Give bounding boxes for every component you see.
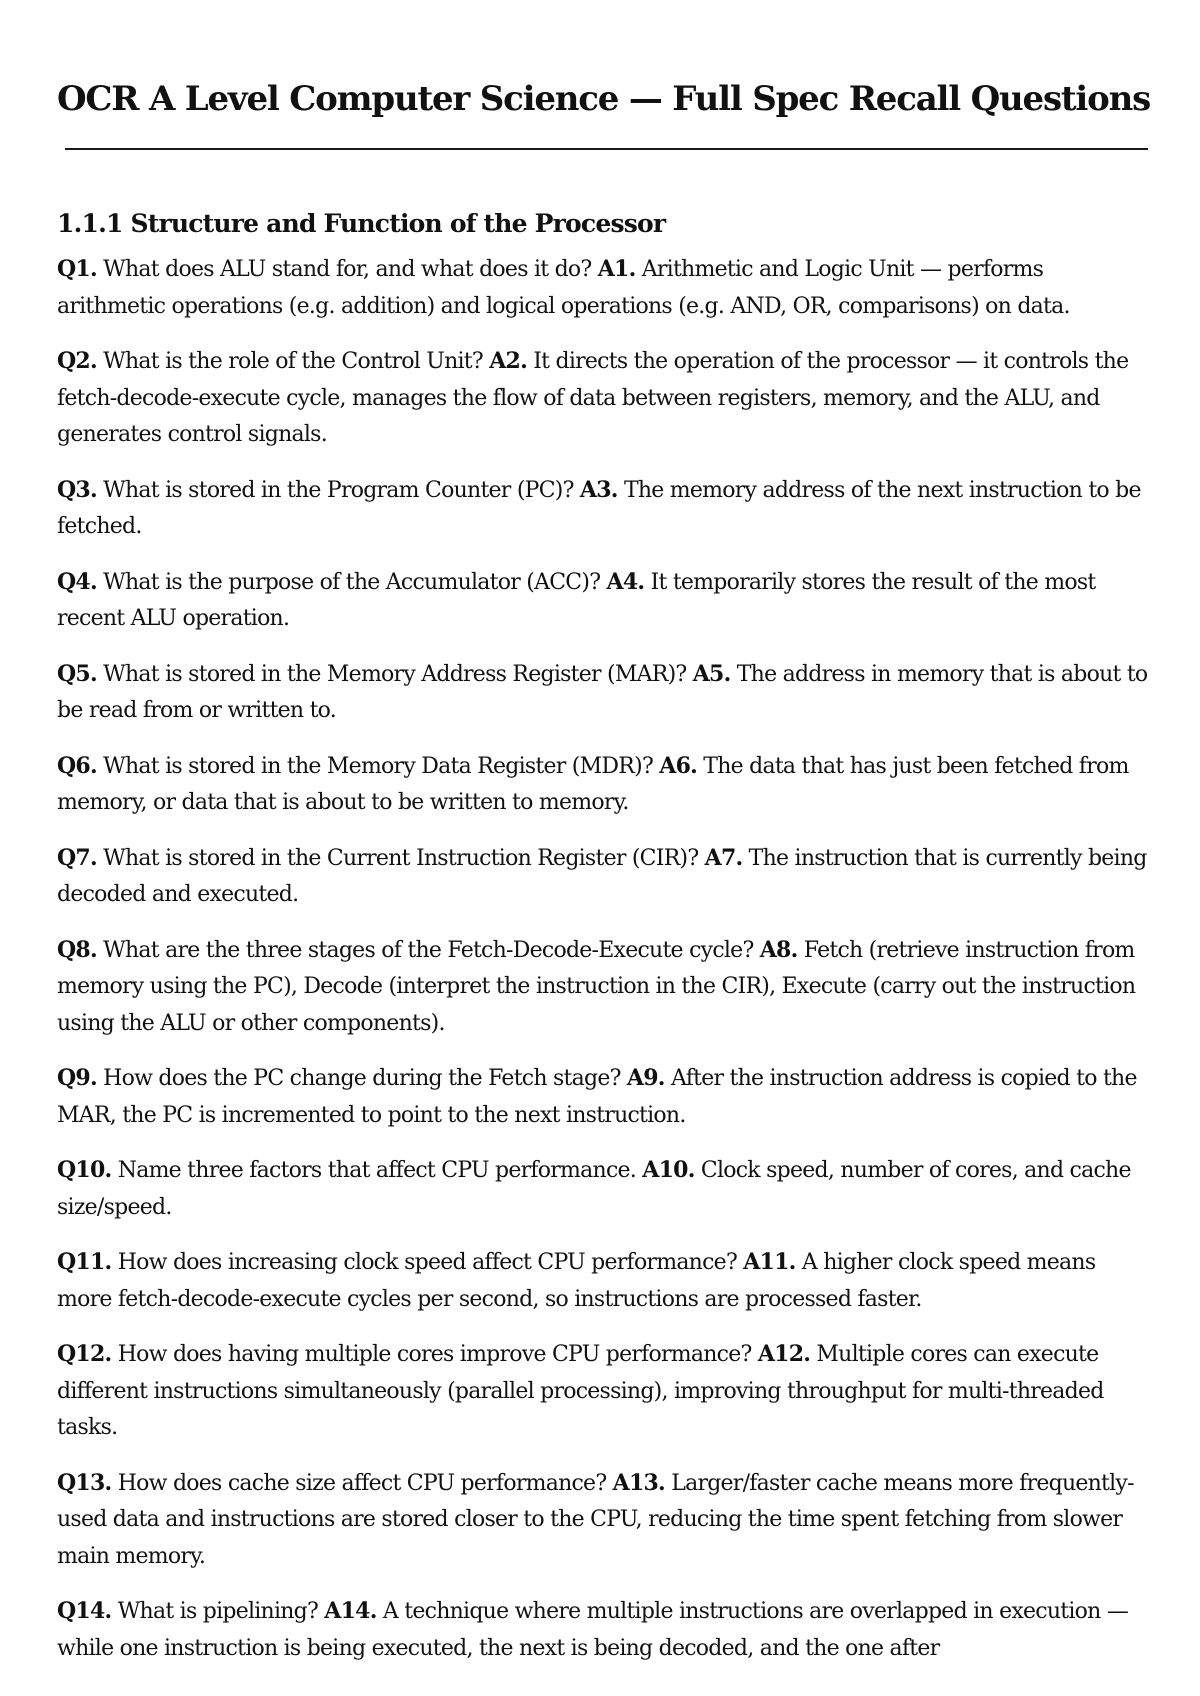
question-text: How does cache size affect CPU performance? [111, 1470, 613, 1496]
question-text: How does the PC change during the Fetch stage? [96, 1066, 627, 1091]
question-label: Q5. [57, 660, 97, 687]
answer-text: Clock speed, number of cores, and cache size/speed. [57, 1158, 1131, 1220]
question-text: How does having multiple cores improve CPU performance? [111, 1342, 758, 1367]
question-label: Q9. [57, 1065, 97, 1091]
answer-label: A2. [489, 348, 527, 374]
question-label: Q3. [57, 476, 97, 503]
qa-list [57, 251, 1150, 1667]
qa-item-4 [57, 564, 1150, 638]
answer-label: A1. [597, 256, 636, 282]
qa-item-2 [57, 343, 1150, 454]
answer-label: A14. [324, 1598, 377, 1624]
answer-label: A7. [704, 844, 743, 871]
answer-label: A11. [743, 1249, 796, 1275]
question-text: What is the role of the Control Unit? [96, 349, 490, 374]
answer-label: A13. [612, 1469, 665, 1496]
question-label: Q13. [57, 1469, 112, 1496]
qa-item-6 [57, 748, 1150, 822]
question-label: Q1. [57, 256, 97, 282]
title-divider [65, 148, 1148, 150]
qa-item-8 [57, 932, 1150, 1043]
answer-text: Fetch (retrieve instruction from memory using the PC), Decode (interpret the instruction in the CIR), Execute (carry out the instruction using the ALU or other components). [57, 937, 1136, 1036]
question-text: How does increasing clock speed affect CPU performance? [111, 1250, 744, 1275]
question-label: Q10. [57, 1157, 112, 1183]
answer-label: A12. [757, 1341, 811, 1367]
qa-item-1 [57, 251, 1150, 325]
question-label: Q6. [57, 752, 97, 779]
answer-label: A6. [659, 752, 698, 779]
question-text: What are the three stages of the Fetch-Decode-Execute cycle? [96, 937, 760, 963]
answer-text: The memory address of the next instruction to be fetched. [57, 477, 1141, 539]
question-text: What is stored in the Memory Address Register (MAR)? [96, 661, 693, 687]
qa-item-5 [57, 656, 1150, 730]
question-text: What is pipelining? [111, 1599, 325, 1624]
question-text: What is stored in the Memory Data Register (MDR)? [96, 753, 660, 779]
qa-item-7 [57, 840, 1150, 914]
section-heading: 1.1.1 Structure and Function of the Processor [57, 209, 666, 238]
answer-text: After the instruction address is copied to the MAR, the PC is incremented to point to the next instruction. [57, 1066, 1137, 1128]
answer-label: A4. [606, 568, 645, 595]
qa-item-3 [57, 472, 1150, 546]
answer-text: Multiple cores can execute different instructions simultaneously (parallel processing), improving throughput for multi-threaded tasks. [57, 1342, 1104, 1440]
qa-item-9 [57, 1060, 1150, 1134]
answer-label: A3. [579, 476, 618, 503]
answer-label: A9. [626, 1065, 665, 1091]
answer-text: A technique where multiple instructions are overlapped in execution — while one instruction is being executed, the next is being decoded, and the one after [57, 1599, 1129, 1661]
question-label: Q12. [57, 1341, 112, 1367]
qa-item-13 [57, 1465, 1150, 1576]
question-text: What does ALU stand for, and what does it do? [96, 257, 598, 282]
answer-text: Larger/faster cache means more frequently-used data and instructions are stored closer to the CPU, reducing the time spent fetching from slower main memory. [57, 1470, 1134, 1569]
answer-text: Arithmetic and Logic Unit — performs arithmetic operations (e.g. addition) and logical operations (e.g. AND, OR, comparisons) on data. [57, 257, 1070, 319]
document-title: OCR A Level Computer Science — Full Spec Recall Questions [57, 79, 1151, 119]
question-text: What is stored in the Program Counter (PC)? [96, 477, 580, 503]
question-label: Q14. [57, 1598, 112, 1624]
answer-label: A5. [692, 660, 731, 687]
answer-label: A10. [642, 1157, 695, 1183]
answer-text: A higher clock speed means more fetch-decode-execute cycles per second, so instructions are processed faster. [57, 1250, 1096, 1312]
qa-item-14 [57, 1593, 1150, 1667]
answer-label: A8. [759, 936, 798, 963]
question-text: Name three factors that affect CPU performance. [111, 1158, 643, 1183]
question-label: Q2. [57, 348, 97, 374]
question-label: Q7. [57, 844, 97, 871]
question-text: What is the purpose of the Accumulator (ACC)? [96, 569, 607, 595]
question-text: What is stored in the Current Instruction Register (CIR)? [96, 845, 705, 871]
qa-item-11 [57, 1244, 1150, 1318]
qa-item-12 [57, 1336, 1150, 1447]
answer-text: It directs the operation of the processor — it controls the fetch-decode-execute cycle, manages the flow of data between registers, memory, and the ALU, and generates control signals. [57, 349, 1129, 447]
qa-item-10 [57, 1152, 1150, 1226]
question-label: Q8. [57, 936, 97, 963]
question-label: Q4. [57, 568, 97, 595]
answer-text: The address in memory that is about to be read from or written to. [57, 661, 1148, 723]
document-page [57, 0, 1150, 1685]
question-label: Q11. [57, 1249, 112, 1275]
answer-text: It temporarily stores the result of the most recent ALU operation. [57, 569, 1096, 631]
answer-text: The data that has just been fetched from memory, or data that is about to be written to memory. [57, 753, 1129, 815]
answer-text: The instruction that is currently being decoded and executed. [57, 845, 1147, 907]
